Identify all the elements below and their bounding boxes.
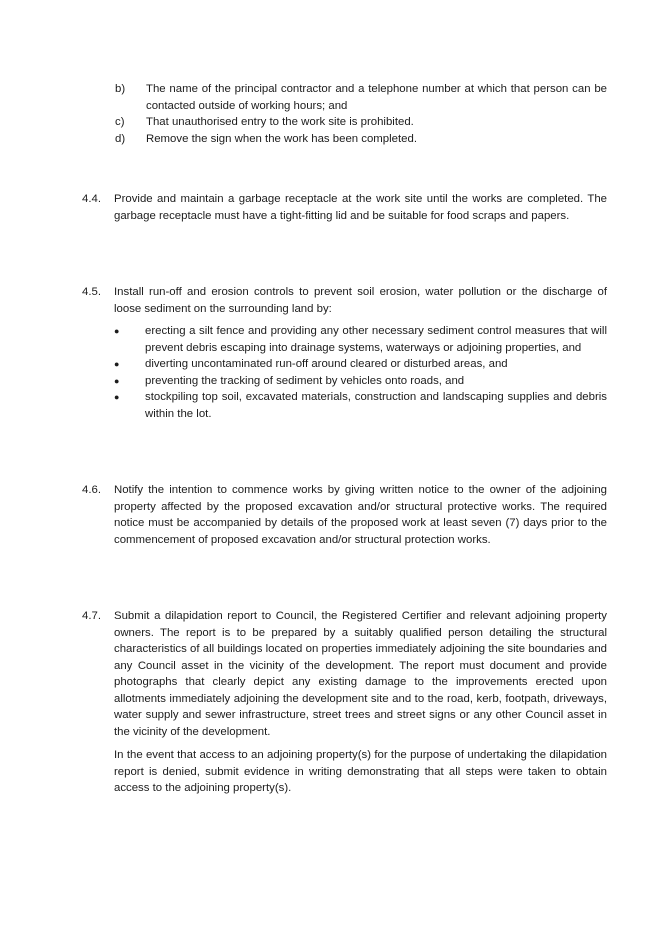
clause-paragraph: In the event that access to an adjoining property(s) for the purpose of undertaking the dilapidation report is denied, submit evidence in writing demonstrating that all steps were taken to obtain access to the adjoining property(s). [114, 749, 607, 794]
list-item [114, 373, 607, 390]
list-item-text: preventing the tracking of sediment by vehicles onto roads, and [145, 374, 465, 387]
clause-number: 4.6. [82, 484, 101, 496]
list-item-text: Remove the sign when the work has been completed. [146, 132, 418, 145]
list-item-text: The name of the principal contractor and a telephone number at which that person can be contacted outside of working hours; and [146, 83, 607, 112]
clause-4-5 [82, 284, 607, 422]
list-item-text: stockpiling top soil, excavated materials, construction and landscaping supplies and debris within the lot. [145, 391, 607, 420]
list-item-text: diverting uncontaminated run-off around cleared or disturbed areas, and [145, 358, 508, 370]
bullet-icon: ● [114, 375, 120, 386]
list-item-text: That unauthorised entry to the work site is prohibited. [146, 116, 414, 128]
clause-4-4 [82, 191, 607, 224]
clause-paragraph: Install run-off and erosion controls to prevent soil erosion, water pollution or the discharge of loose sediment on the surrounding land by: [114, 286, 607, 315]
clause-4-6 [82, 482, 607, 548]
list-item [114, 389, 607, 422]
list-item [114, 323, 607, 356]
list-item-label: b) [115, 83, 126, 95]
erosion-controls-list [114, 323, 607, 422]
clause-paragraph: Notify the intention to commence works by giving written notice to the owner of the adjoining property affected by the proposed excavation and/or structural protective works. The required notice must be accompanied by details of the proposed work at least seven (7) days prior to the commencement of proposed excavation and/or structural protection works. [114, 484, 607, 546]
clause-paragraph: Submit a dilapidation report to Council, the Registered Certifier and relevant adjoining property owners. The report is to be prepared by a suitably qualified person detailing the structural characteristics of all buildings located on properties immediately adjoining the site boundaries and any Council asset in the vicinity of the development. The report must document and provide photographs that clearly depict any existing damage to the improvements erected upon allotments immediately adjoining the development site and to the road, kerb, footpath, driveways, water supply and sewer infrastructure, street trees and street signs or any other Council asset in the vicinity of the development. [114, 610, 607, 738]
clause-number: 4.5. [82, 286, 101, 298]
clause-number: 4.7. [82, 610, 101, 622]
clause-number: 4.4. [82, 193, 101, 205]
sign-requirements-list [115, 81, 607, 147]
list-item [115, 114, 607, 131]
bullet-icon: ● [114, 326, 120, 336]
list-item [115, 81, 607, 114]
list-item [115, 131, 607, 148]
list-item [114, 356, 607, 373]
list-item-label: c) [115, 116, 125, 128]
list-item-label: d) [115, 132, 126, 145]
clause-paragraph: Provide and maintain a garbage receptacle at the work site until the works are completed. The garbage receptacle must have a tight-fitting lid and be suitable for food scraps and papers. [114, 193, 607, 222]
bullet-icon: ● [114, 392, 120, 402]
clause-4-7 [82, 608, 607, 797]
list-item-text: erecting a silt fence and providing any other necessary sediment control measures that will prevent debris escaping into drainage systems, waterways or adjoining properties, and [145, 325, 607, 354]
bullet-icon: ● [114, 359, 120, 369]
